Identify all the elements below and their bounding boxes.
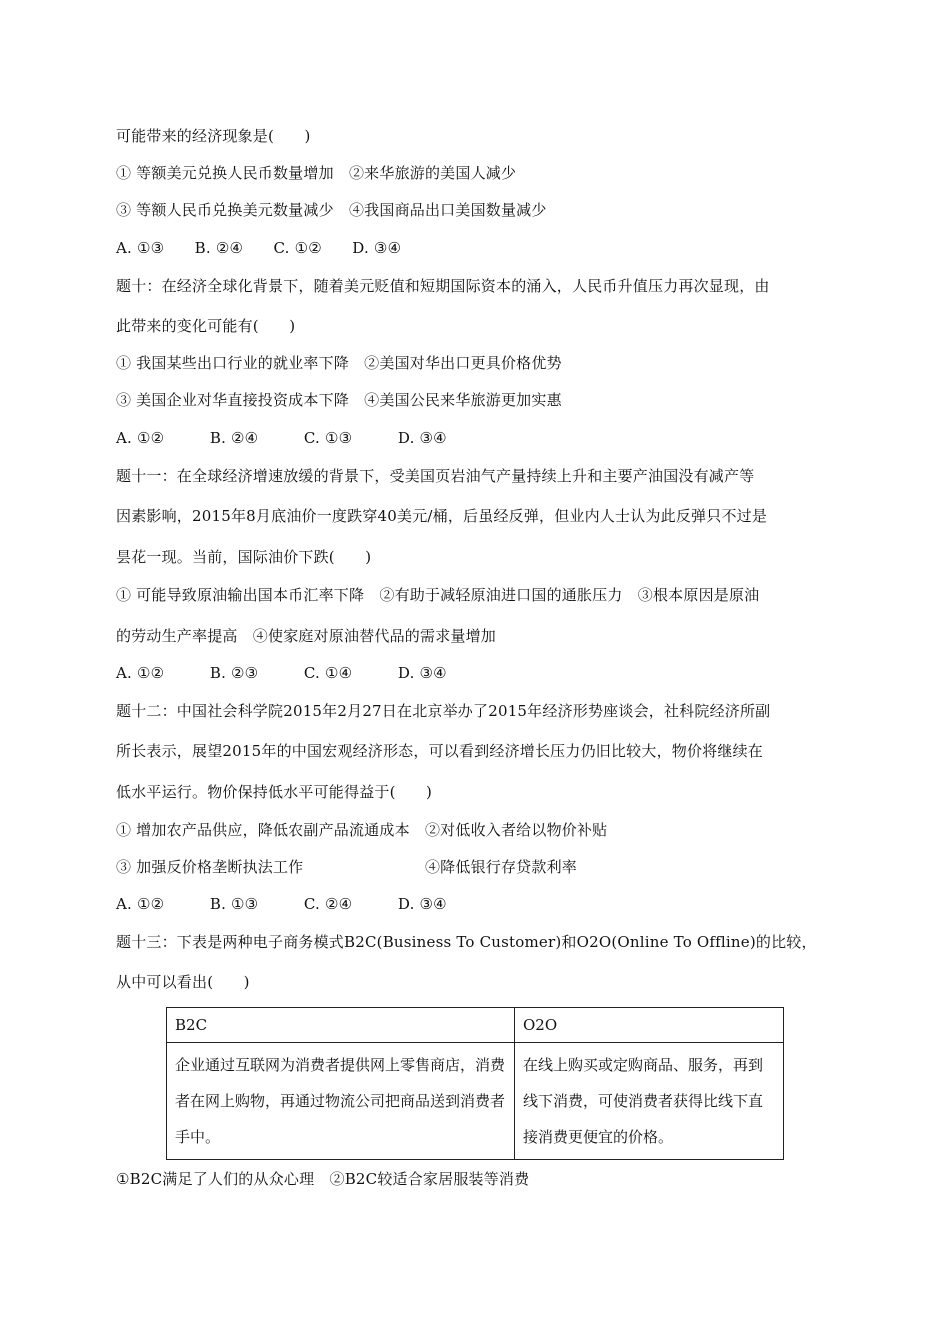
option-line: ③ 加强反价格垄断执法工作 ④降低银行存贷款利率 bbox=[116, 858, 577, 876]
question-stem-continued: 可能带来的经济现象是( ) bbox=[116, 127, 311, 145]
table-header-row bbox=[167, 1008, 784, 1043]
option-line: ① 增加农产品供应，降低农副产品流通成本 ②对低收入者给以物价补贴 bbox=[116, 821, 608, 839]
question-12-continued: 低水平运行。物价保持低水平可能得益于( ) bbox=[116, 783, 433, 801]
table-header-cell: B2C bbox=[167, 1008, 515, 1043]
option-line: 的劳动生产率提高 ④使家庭对原油替代品的需求量增加 bbox=[116, 627, 497, 645]
table-row bbox=[167, 1043, 784, 1160]
answer-choices: A. ①③ B. ②④ C. ①② D. ③④ bbox=[116, 239, 402, 257]
comparison-table bbox=[166, 1007, 784, 1160]
question-12: 题十二：中国社会科学院2015年2月27日在北京举办了2015年经济形势座谈会，社科院经济所副 bbox=[116, 702, 771, 720]
option-line: ① 等额美元兑换人民币数量增加 ②来华旅游的美国人减少 bbox=[116, 164, 517, 182]
option-line: ③ 美国企业对华直接投资成本下降 ④美国公民来华旅游更加实惠 bbox=[116, 391, 562, 409]
answer-choices: A. ①② B. ②③ C. ①④ D. ③④ bbox=[116, 664, 447, 682]
question-10-continued: 此带来的变化可能有( ) bbox=[116, 317, 296, 335]
question-11-continued: 昙花一现。当前，国际油价下跌( ) bbox=[116, 548, 372, 566]
question-11: 题十一：在全球经济增速放缓的背景下，受美国页岩油气产量持续上升和主要产油国没有减产等 bbox=[116, 467, 755, 485]
option-line: ① 可能导致原油输出国本币汇率下降 ②有助于减轻原油进口国的通胀压力 ③根本原因是原油 bbox=[116, 586, 760, 604]
option-line: ③ 等额人民币兑换美元数量减少 ④我国商品出口美国数量减少 bbox=[116, 201, 547, 219]
question-13-continued: 从中可以看出( ) bbox=[116, 973, 250, 991]
question-10: 题十：在经济全球化背景下，随着美元贬值和短期国际资本的涌入，人民币升值压力再次显现，由 bbox=[116, 277, 770, 295]
answer-choices: A. ①② B. ②④ C. ①③ D. ③④ bbox=[116, 429, 447, 447]
question-12-continued: 所长表示，展望2015年的中国宏观经济形态，可以看到经济增长压力仍旧比较大，物价将继续在 bbox=[116, 742, 763, 760]
option-line: ① 我国某些出口行业的就业率下降 ②美国对华出口更具价格优势 bbox=[116, 354, 562, 372]
question-13: 题十三：下表是两种电子商务模式B2C(Business To Customer)和O2O(Online To Offline)的比较， bbox=[116, 933, 817, 951]
table-cell: 企业通过互联网为消费者提供网上零售商店，消费者在网上购物，再通过物流公司把商品送到消费者手中。 bbox=[167, 1043, 515, 1160]
option-line: ①B2C满足了人们的从众心理 ②B2C较适合家居服装等消费 bbox=[116, 1170, 530, 1188]
table-header-cell: O2O bbox=[515, 1008, 784, 1043]
question-11-continued: 因素影响，2015年8月底油价一度跌穿40美元/桶，后虽经反弹，但业内人士认为此反弹只不过是 bbox=[116, 507, 768, 525]
table-cell: 在线上购买或定购商品、服务，再到线下消费，可使消费者获得比线下直接消费更便宜的价格。 bbox=[515, 1043, 784, 1160]
answer-choices: A. ①② B. ①③ C. ②④ D. ③④ bbox=[116, 895, 447, 913]
